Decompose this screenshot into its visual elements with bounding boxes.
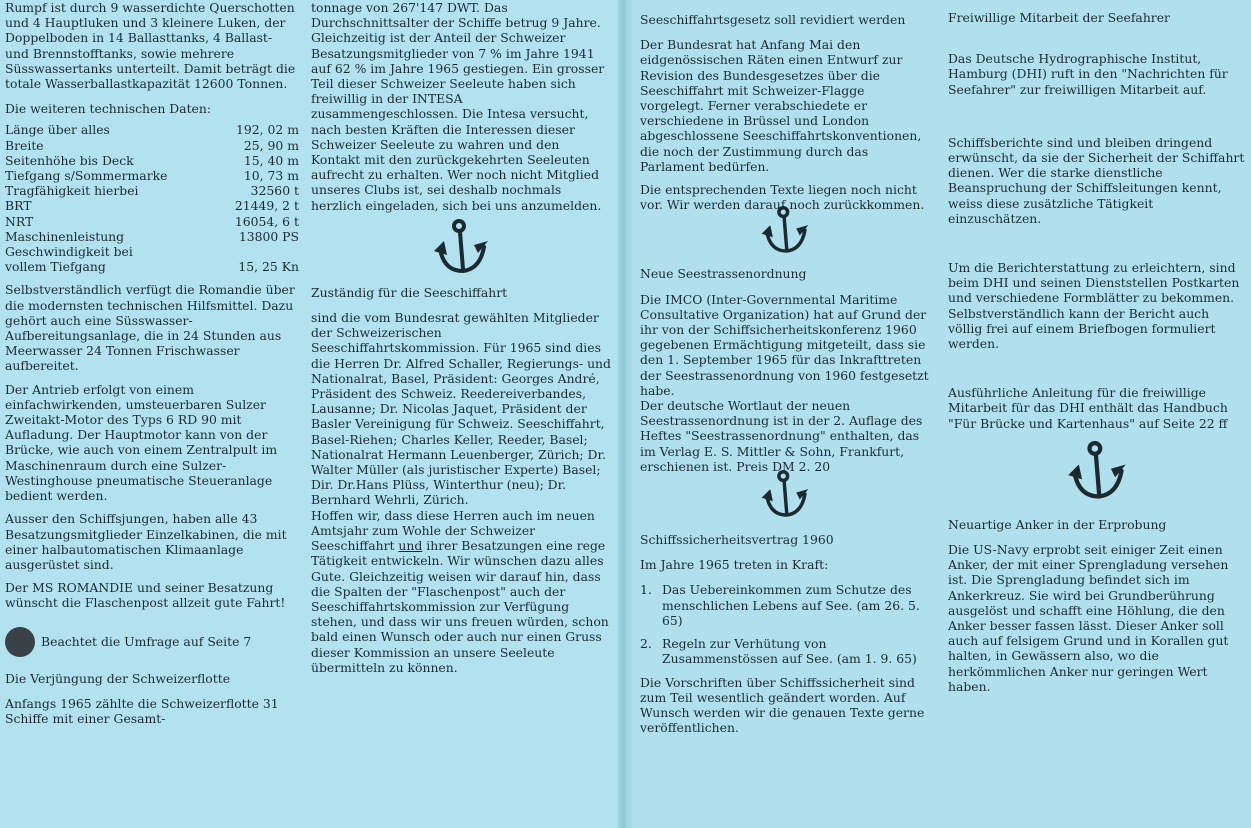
anchor-icon — [432, 219, 490, 279]
anchor-paragraph: Die US-Navy erprobt seit einiger Zeit einen Anker, der mit einer Sprengladung versehen ist. Die Sprengladung befindet sich im Ankerkreuz. Sie wird bei Grundberührung ausgelöst und schafft eine Höhlung, die den Anker besser fassen lässt. Dieser Anker soll auch auf felsigem Grund und in Korallen gut halten, in Gewässern also, wo die herkömmlichen Anker nur geringen Wert haben. — [948, 542, 1229, 694]
spec-row: Seitenhöhe bis Deck 15, 40 m — [5, 152, 299, 168]
fleet-heading: Die Verjüngung der Schweizerflotte — [5, 671, 231, 687]
hope-paragraph: Hoffen wir, dass diese Herren auch im neuen Amtsjahr zum Wohle der Schweizer Seeschiffahrt und ihrer Besatzungen eine rege Tätigkeit entwickeln. Wir wünschen dazu alles Gute. Gleichzeitig weisen wir darauf hin, dass die Spalten der "Flaschenpost" auch der Seeschiffahrtskommission zur Verfügung stehen, und dass wir uns freuen würden, schon bald einen Wunsch oder auch nur einen Gruss dieser Kommission an unsere Seeleute übermitteln zu können. — [311, 507, 609, 675]
spec-row: NRT 16054, 6 t — [5, 213, 299, 229]
spec-row: Maschinenleistung 13800 PS — [5, 228, 299, 244]
safety-list — [640, 582, 930, 666]
list-item: 2. Regeln zur Verhütung von Zusammenstössen auf See. (am 1. 9. 65) — [640, 636, 917, 667]
intro-paragraph: Rumpf ist durch 9 wasserdichte Querschotten und 4 Hauptluken und 3 kleinere Luken, der Doppelboden in 14 Ballasttanks, 4 Ballast- und Brennstofftanks, sowie mehrere Süsswassertanks unterteilt. Damit beträgt die totale Wasserballastkapazität 12600 Tonnen. — [5, 0, 296, 92]
reports-paragraph: Schiffsberichte sind und bleiben dringend erwünscht, da sie der Sicherheit der Schiffahrt dienen. Wer die starke dienstliche Beanspruchung der Schiffsleitungen kennt, weiss diese zusätzliche Tätigkeit einzuschätzen. — [948, 134, 1245, 226]
german-edition-paragraph: Der deutsche Wortlaut der neuen Seestrassenordnung ist in der 2. Auflage des Heftes "Seestrassenordnung" enthalten, das im Verlag E. S. Mittler & Sohn, Frankfurt, erschienen ist. Preis DM 2. 20 — [640, 398, 923, 474]
page-gutter — [618, 0, 632, 828]
spec-table — [5, 122, 299, 274]
spec-row: Länge über alles 192, 02 m — [5, 122, 299, 138]
column-1 — [5, 0, 299, 735]
safety-subheading: Im Jahre 1965 treten in Kraft: — [640, 557, 829, 573]
imco-paragraph: Die IMCO (Inter-Governmental Maritime Consultative Organization) hat auf Grund der ihr von der Schiffsicherheitskonferenz 1960 gegebenen Ermächtigung mitgeteilt, dass sie den 1. September 1965 für das Inkrafttreten der Seestrassenordnung von 1960 festgesetzt habe. — [640, 291, 929, 398]
safety-heading: Schiffssicherheitsvertrag 1960 — [640, 532, 834, 548]
forms-paragraph: Um die Berichterstattung zu erleichtern, sind beim DHI und seinen Dienststellen Postkarten und verschiedene Formblätter zu bekommen. Selbstverständlich kann der Bericht auch völlig frei auf einem Briefbogen formuliert werden. — [948, 260, 1240, 352]
volunteer-heading: Freiwillige Mitarbeit der Seefahrer — [948, 10, 1170, 25]
list-item: 1. Das Uebereinkommen zum Schutze des menschlichen Lebens auf See. (am 26. 5. 65) — [640, 582, 920, 628]
column-3 — [640, 0, 930, 743]
fleet-paragraph: Anfangs 1965 zählte die Schweizerflotte 31 Schiffe mit einer Gesamt- — [5, 696, 279, 727]
tech-data-heading: Die weiteren technischen Daten: — [5, 101, 212, 117]
spec-row-label: Geschwindigkeit bei — [5, 244, 133, 260]
wish-paragraph: Der MS ROMANDIE und seiner Besatzung wünscht die Flaschenpost allzeit gute Fahrt! — [5, 580, 286, 611]
anchor-icon — [756, 470, 814, 522]
spec-row: Tragfähigkeit hierbei 32560 t — [5, 183, 299, 199]
anchor-heading: Neuartige Anker in der Erprobung — [948, 516, 1167, 532]
bullet-dot-icon — [5, 627, 35, 657]
spec-row: Breite 25, 90 m — [5, 137, 299, 153]
commission-heading: Zuständig für die Seeschiffahrt — [311, 284, 508, 300]
dhi-paragraph: Das Deutsche Hydrographische Institut, Hamburg (DHI) ruft in den "Nachrichten für Seefahrer" zur freiwilligen Mitarbeit auf. — [948, 51, 1228, 97]
survey-notice: Beachtet die Umfrage auf Seite 7 — [5, 627, 299, 658]
crew-paragraph: Ausser den Schiffsjungen, haben alle 43 Besatzungsmitglieder Einzelkabinen, die mit einer halbautomatischen Klimaanlage ausgerüstet sind. — [5, 511, 287, 572]
anchor-icon — [1066, 441, 1128, 505]
column-2 — [311, 0, 611, 683]
equipment-paragraph: Selbstverständlich verfügt die Romandie über die modernsten technischen Hilfsmittel. Dazu gehört auch eine Süsswasser-Aufbereitungsanlage, die in 24 Stunden aus Meerwasser 24 Tonnen Frischwasser aufbereitet. — [5, 282, 295, 374]
law-paragraph: Der Bundesrat hat Anfang Mai den eidgenössischen Räten einen Entwurf zur Revision des Bundesgesetzes über die Seeschiffahrt mit Schweizer-Flagge vorgelegt. Ferner verabschiedete er verschiedene in Brüssel und London abgeschlossene Seeschiffahrtskonventionen, die noch der Zustimmung durch das Parlament bedürfen. — [640, 37, 922, 174]
manual-paragraph: Ausführliche Anleitung für die freiwillige Mitarbeit für das DHI enthält das Handbuch "Für Brücke und Kartenhaus" auf Seite 22 ff — [948, 385, 1228, 431]
tonnage-paragraph: tonnage von 267'147 DWT. Das Durchschnittsalter der Schiffe betrug 9 Jahre. Gleichzeitig ist der Anteil der Schweizer Besatzungsmitglieder von 7 % im Jahre 1941 auf 62 % im Jahre 1965 gestiegen. Ein grosser Teil dieser Schweizer Seeleute haben sich freiwillig in der INTESA zusammengeschlossen. Die Intesa versucht, nach besten Kräften die Interessen dieser Schweizer Seeleute zu wahren und den Kontakt mit den zurückgekehrten Seeleuten aufrecht zu erhalten. Wer noch nicht Mitglied unseres Clubs ist, sei deshalb nochmals herzlich eingeladen, sich bei uns anzumelden. — [311, 0, 605, 213]
anchor-icon — [756, 206, 814, 258]
commission-paragraph: sind die vom Bundesrat gewählten Mitglieder der Schweizerischen Seeschiffahrtskommission. Für 1965 sind dies die Herren Dr. Alfred Schaller, Regierungs- und Nationalrat, Basel, Präsident: Georges André, Präsident des Schweiz. Reedereiverbandes, Lausanne; Dr. Nicolas Jaquet, Präsident der Basler Vereinigung für Schweiz. Seeschiffahrt, Basel-Riehen; Charles Keller, Reeder, Basel; Nationalrat Hermann Leuenberger, Zürich; Dr. Walter Müller (als juristischer Experte) Basel; Dir. Dr.Hans Plüss, Winterthur (neu); Dr. Bernhard Wehrli, Zürich. — [311, 310, 611, 508]
spec-row: Tiefgang s/Sommermarke 10, 73 m — [5, 168, 299, 184]
drive-paragraph: Der Antrieb erfolgt von einem einfachwirkenden, umsteuerbaren Sulzer Zweitakt-Motor des Typs 6 RD 90 mit Aufladung. Der Hauptmotor kann von der Brücke, wie auch von einem Zentralpult im Maschinenraum durch eine Sulzer-Westinghouse pneumatische Steueranlage bedient werden. — [5, 381, 278, 504]
spec-row: BRT 21449, 2 t — [5, 198, 299, 214]
rules-paragraph: Die Vorschriften über Schiffssicherheit sind zum Teil wesentlich geändert worden. Auf Wunsch werden wir die genauen Texte gerne veröffentlichen. — [640, 674, 925, 736]
spec-row: vollem Tiefgang 15, 25 Kn — [5, 259, 299, 275]
law-heading: Seeschiffahrtsgesetz soll revidiert werden — [640, 12, 906, 27]
texts-paragraph: Die entsprechenden Texte liegen noch nicht vor. Wir werden darauf noch zurückkommen. — [640, 182, 925, 213]
rules-heading: Neue Seestrassenordnung — [640, 266, 807, 282]
column-4 — [948, 0, 1246, 702]
